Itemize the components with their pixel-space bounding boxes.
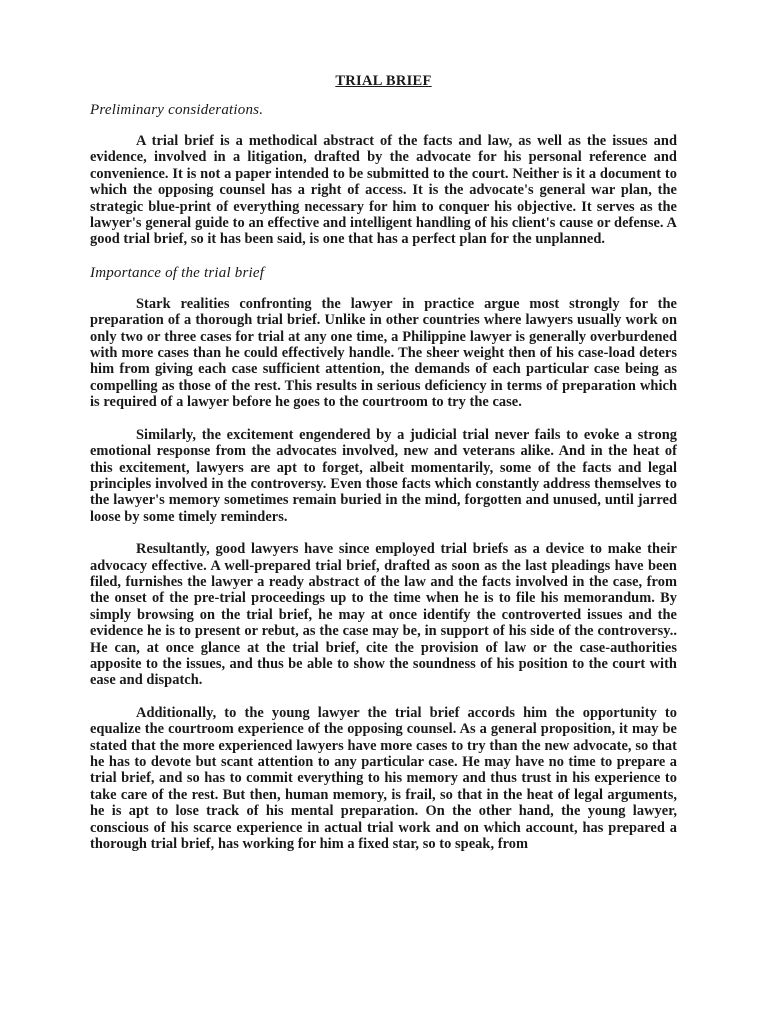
paragraph-additionally: Additionally, to the young lawyer the trial brief accords him the opportunity to equalize the courtroom experience of the opposing counsel. As a general proposition, it may be stated that the more experienced lawyers have more cases to try than the new advocate, so that he has to devote but scant attention to any particular case. He may have no time to prepare a trial brief, and so has to commit everything to his memory and thus trust in his experience to take care of the rest. But then, human memory, is frail, so that in the heat of legal arguments, he is apt to lose track of his mental preparation. On the other hand, the young lawyer, conscious of his scarce experience in actual trial work and on which account, has prepared a thorough trial brief, has working for him a fixed star, so to speak, from [90,704,677,853]
section-heading-importance: Importance of the trial brief [90,264,265,281]
paragraph-resultantly: Resultantly, good lawyers have since employed trial briefs as a device to make their advocacy effective. A well-prepared trial brief, drafted as soon as the last pleadings have been filed, furnishes the lawyer a ready abstract of the law and the facts involved in the case, from the onset of the pre-trial proceedings up to the time when he is to file his memorandum. By simply browsing on the trial brief, he may at once identify the controverted issues and the evidence he is to present or rebut, as the case may be, in support of his side of the controversy.. He can, at once glance at the trial brief, cite the provision of law or the case-authorities apposite to the issues, and thus be able to show the soundness of his position to the court with ease and dispatch. [90,541,677,689]
document-title: TRIAL BRIEF [335,73,432,89]
paragraph-realities: Stark realities confronting the lawyer in practice argue most strongly for the preparation of a thorough trial brief. Unlike in other countries where lawyers usually work on only two or three cases for trial at any one time, a Philippine lawyer is generally overburdened with more cases than he could effectively handle. The sheer weight then of his case-load deters him from giving each case sufficient attention, the demands of each particular case being as compelling as those of the rest. This results in serious deficiency in terms of preparation which is required of a lawyer before he goes to the courtroom to try the case. [90,295,677,411]
paragraph-excitement: Similarly, the excitement engendered by a judicial trial never fails to evoke a strong emotional response from the advocates involved, new and veterans alike. And in the heat of this excitement, lawyers are apt to forget, albeit momentarily, some of the facts and legal principles involved in the controversy. Even those facts which constantly address themselves to the lawyer's memory sometimes remain buried in the mind, forgotten and unused, until jarred loose by some timely reminders. [90,426,677,525]
section-heading-preliminary: Preliminary considerations. [90,102,264,118]
document-page [90,72,677,852]
paragraph-definition: A trial brief is a methodical abstract of the facts and law, as well as the issues and evidence, involved in a litigation, drafted by the advocate for his personal reference and convenience. It is not a paper intended to be submitted to the court. Neither is it a document to which the opposing counsel has a right of access. It is the advocate's general war plan, the strategic blue-print of everything necessary for him to conquer his objective. It serves as the lawyer's general guide to an effective and intelligent handling of his client's cause or defense. A good trial brief, so it has been said, is one that has a perfect plan for the unplanned. [90,133,677,248]
